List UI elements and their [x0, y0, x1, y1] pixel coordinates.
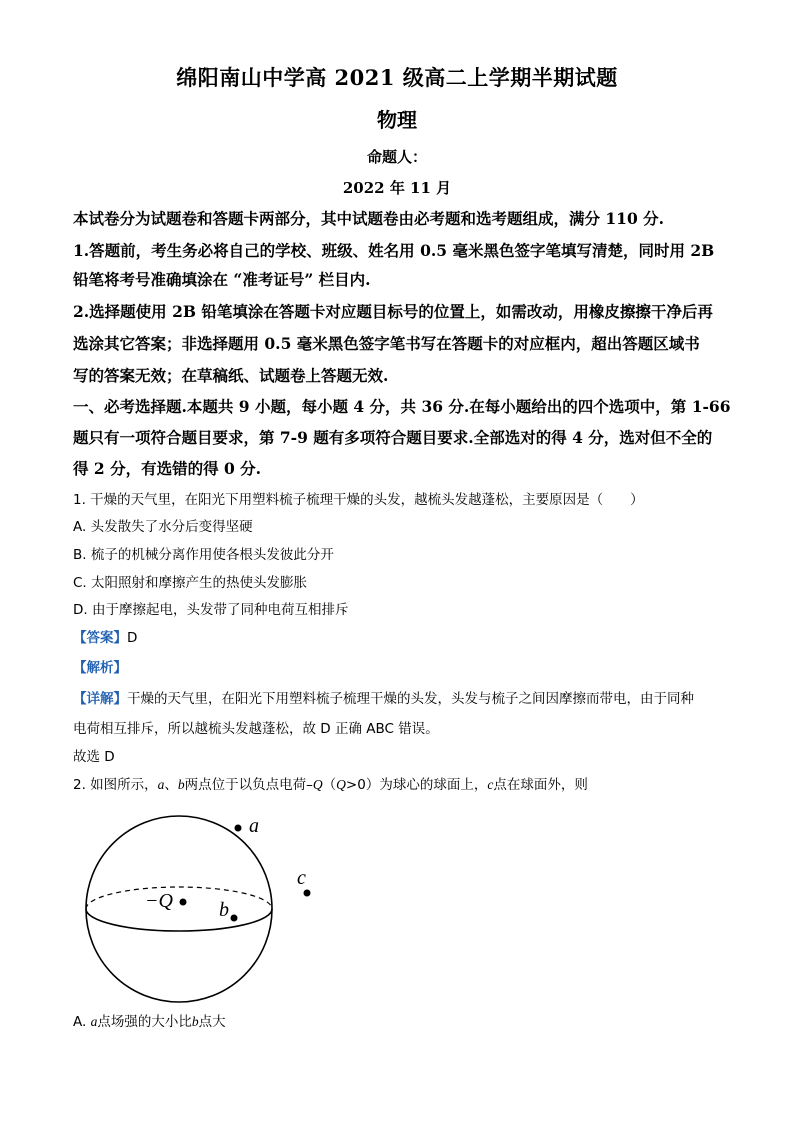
q2-stem-mid: （ [322, 777, 337, 793]
instruction-line: 2.选择题使用 2B 铅笔填涂在答题卡对应题目标号的位置上，如需改动，用橡皮擦擦干净后再 [73, 302, 713, 321]
label-center: −Q [145, 890, 173, 912]
author-line: 命题人： [366, 148, 427, 166]
var-q: Q [312, 777, 323, 792]
instruction-line: 铅笔将考号准确填涂在 “准考证号” 栏目内. [73, 270, 371, 289]
instruction-line: 选涂其它答案；非选择题用 0.5 毫米黑色签字笔书写在答题卡的对应框内，超出答题区域书 [73, 334, 700, 353]
option-mid: 点场强的大小比 [97, 1014, 192, 1030]
instruction-line: 本试卷分为试题卷和答题卡两部分，其中试题卷由必考题和选考题组成，满分 110 分. [73, 209, 665, 228]
q1-option-d: D. 由于摩擦起电，头发带了同种电荷互相排斥 [73, 602, 349, 618]
q2-stem-mid: >0）为球心的球面上， [345, 777, 488, 793]
section-heading-line: 一、必考选择题.本题共 9 小题，每小题 4 分，共 36 分.在每小题给出的四个选项中，第 1-66 [73, 397, 731, 416]
exam-title: 绵阳南山中学高 2021 级高二上学期半期试题 [176, 65, 618, 90]
label-a: a [249, 815, 259, 837]
option-prefix: A. [73, 1014, 91, 1030]
q2-stem-end: 点在球面外，则 [493, 777, 588, 793]
var-b: b [191, 1014, 199, 1029]
q1-option-b: B. 梳子的机械分离作用使各根头发彼此分开 [73, 547, 334, 563]
answer-value: D [127, 630, 138, 646]
var-b: b [177, 777, 185, 792]
var-q: Q [336, 777, 346, 792]
q2-sep: 、 [164, 777, 178, 793]
section-heading-line: 题只有一项符合题目要求，第 7-9 题有多项符合题目要求.全部选对的得 4 分，选对但不全的 [73, 428, 713, 447]
point-b [231, 915, 238, 922]
q2-stem-mid: 两点位于以负点电荷– [184, 777, 313, 793]
answer-line [73, 626, 137, 646]
var-a: a [157, 777, 165, 792]
detail-text: 干燥的天气里，在阳光下用塑料梳子梳理干燥的头发，头发与梳子之间因摩擦而带电，由于同种 [127, 691, 694, 707]
point-a [235, 825, 242, 832]
equator-back [86, 887, 272, 909]
detail-line-2: 电荷相互排斥，所以越梳头发越蓬松，故 D 正确 ABC 错误。 [73, 721, 439, 737]
var-a: a [90, 1014, 98, 1029]
var-c: c [487, 777, 494, 792]
q2-stem-prefix: 2. 如图所示， [73, 777, 158, 793]
sphere-figure [83, 815, 323, 1005]
label-c: c [297, 867, 306, 889]
detail-line-1 [73, 687, 694, 707]
q1-option-c: C. 太阳照射和摩擦产生的热使头发膨胀 [73, 575, 308, 591]
detail-tag: 【详解】 [73, 691, 127, 707]
point-center [180, 899, 187, 906]
section-heading-line: 得 2 分，有选错的得 0 分. [73, 459, 262, 478]
label-b: b [219, 899, 229, 921]
equator-front [86, 909, 272, 931]
analysis-tag: 【解析】 [73, 660, 127, 676]
conclusion-line: 故选 D [73, 749, 115, 765]
point-c [304, 890, 311, 897]
q1-stem: 1. 干燥的天气里，在阳光下用塑料梳子梳理干燥的头发，越梳头发越蓬松，主要原因是（ ） [73, 492, 644, 508]
instruction-line: 写的答案无效；在草稿纸、试题卷上答题无效. [73, 366, 389, 385]
subject-title: 物理 [377, 108, 417, 132]
q2-stem [73, 773, 588, 793]
instruction-line: 1.答题前，考生务必将自己的学校、班级、姓名用 0.5 毫米黑色签字笔填写清楚，同时用 2B [73, 241, 715, 260]
sphere-outline [86, 816, 272, 1002]
q2-option-a [73, 1010, 226, 1030]
answer-tag: 【答案】 [73, 630, 127, 646]
q1-option-a: A. 头发散失了水分后变得坚硬 [73, 519, 253, 535]
date-line: 2022 年 11 月 [342, 179, 452, 197]
option-end: 点大 [198, 1014, 226, 1030]
